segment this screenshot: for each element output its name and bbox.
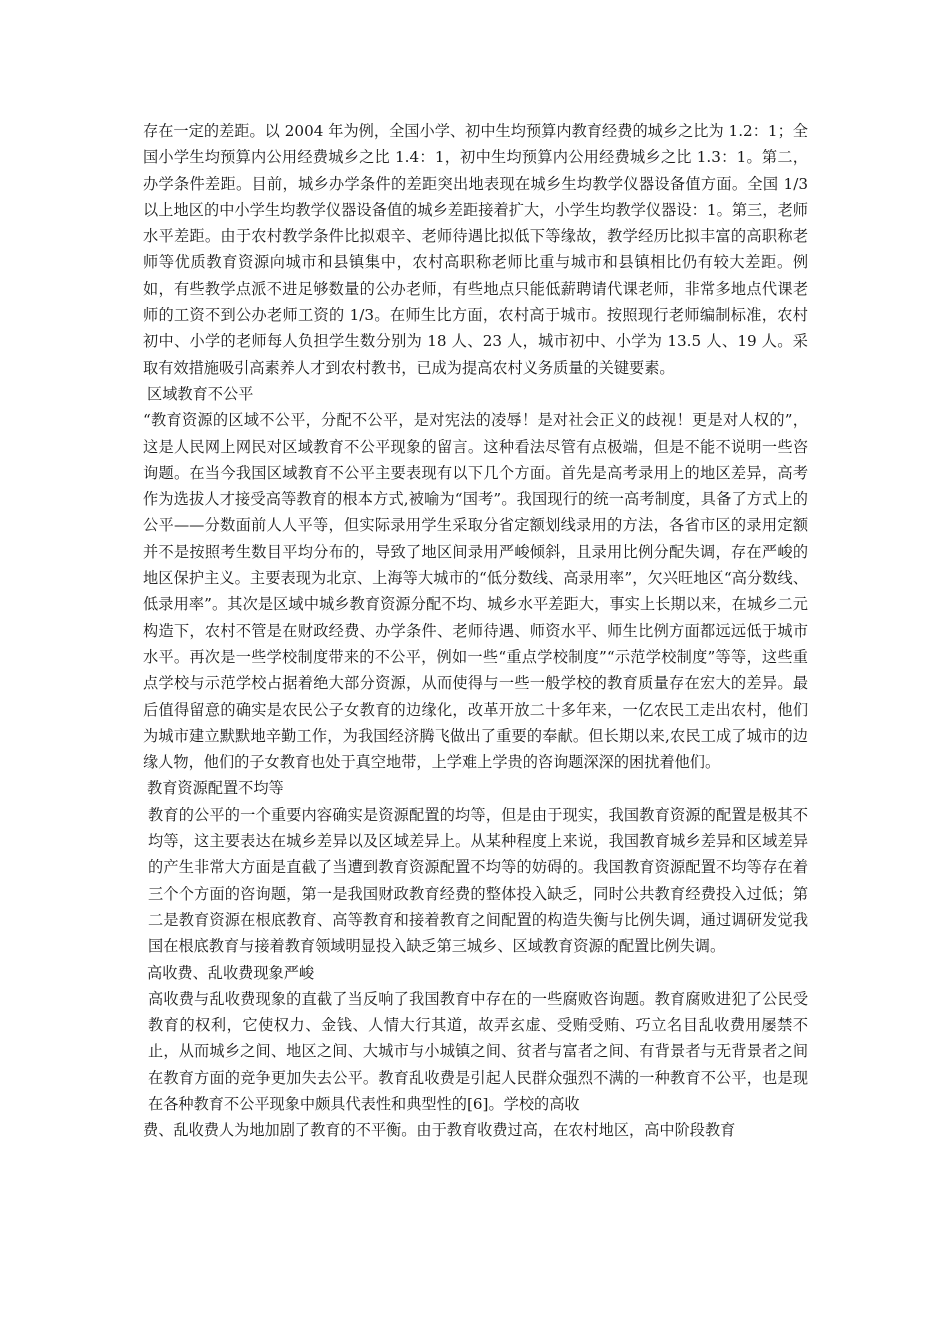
- section-heading-high-fees: 高收费、乱收费现象严峻: [147, 963, 315, 982]
- paragraph-fees-continued: 费、乱收费人为地加剧了教育的不平衡。由于教育收费过高，在农村地区，高中阶段教育: [143, 1121, 736, 1140]
- paragraph-regional-inequity: “教育资源的区域不公平，分配不公平，是对宪法的凌辱！是对社会正义的歧视！更是对人权的”，这是人民网上网民对区域教育不公平现象的留言。这种看法尽管有点极端，但是不能不说明一些咨询题。在当今我国区域教育不公平主要表现有以下几个方面。首先是高考录用上的地区差异，高考作为选拔人才接受高等教育的根本方式,被喻为“国考”。我国现行的统一高考制度，具备了方式上的公平——分数面前人人平等，但实际录用学生采取分省定额划线录用的方法，各省市区的录用定额并不是按照考生数目平均分布的，导致了地区间录用严峻倾斜，且录用比例分配失调，存在严峻的地区保护主义。主要表现为北京、上海等大城市的“低分数线、高录用率”，欠兴旺地区“高分数线、低录用率”。其次是区域中城乡教育资源分配不均、城乡水平差距大，事实上长期以来，在城乡二元构造下，农村不管是在财政经费、办学条件、老师待遇、师资水平、师生比例方面都远远低于城市水平。再次是一些学校制度带来的不公平，例如一些“重点学校制度”“示范学校制度”等等，这些重点学校与示范学校占据着绝大部分资源，从而使得与一些一般学校的教育质量存在宏大的差异。最后值得留意的确实是农民公子女教育的边缘化，改革开放二十多年来，一亿农民工走出农村，他们为城市建立默默地辛勤工作，为我国经济腾飞做出了重要的奉献。但长期以来,农民工成了城市的边缘人物，他们的子女教育也处于真空地带，上学难上学贵的咨询题深深的困扰着他们。: [143, 411, 808, 772]
- section-heading-resource-allocation: 教育资源配置不均等: [147, 779, 284, 798]
- paragraph-resource-allocation: 教育的公平的一个重要内容确实是资源配置的均等，但是由于现实，我国教育资源的配置是极其不均等，这主要表达在城乡差异以及区域差异上。从某种程度上来说，我国教育城乡差异和区域差异的产生非常大方面是直截了当遭到教育资源配置不均等的妨碍的。我国教育资源配置不均等存在着三个个方面的咨询题，第一是我国财政教育经费的整体投入缺乏，同时公共教育经费投入过低；第二是教育资源在根底教育、高等教育和接着教育之间配置的构造失衡与比例失调，通过调研发觉我国在根底教育与接着教育领域明显投入缺乏第三城乡、区域教育资源的配置比例失调。: [148, 805, 808, 956]
- paragraph-urban-rural-gap: 存在一定的差距。以 2004 年为例，全国小学、初中生均预算内教育经费的城乡之比为 1.2：1；全国小学生均预算内公用经费城乡之比 1.4：1，初中生均预算内公用经费城乡之比 1.3：1。第二，办学条件差距。目前，城乡办学条件的差距突出地表现在城乡生均教学仪器设备值方面。全国 1/3 以上地区的中小学生均教学仪器设备值的城乡差距接着扩大，小学生均教学仪器设：1。第三，老师水平差距。由于农村教学条件比拟艰辛、老师待遇比拟低下等缘故，教学经历比拟丰富的高职称老师等优质教育资源向城市和县镇集中，农村高职称老师比重与城市和县镇相比仍有较大差距。例如，有些教学点派不进足够数量的公办老师，有些地点只能低薪聘请代课老师，非常多地点代课老师的工资不到公办老师工资的 1/3。在师生比方面，农村高于城市。按照现行老师编制标准，农村初中、小学的老师每人负担学生数分别为 18 人、23 人，城市初中、小学为 13.5 人、19 人。采取有效措施吸引高素养人才到农村教书，已成为提高农村义务质量的关键要素。: [143, 122, 808, 377]
- document-page: [143, 118, 808, 1144]
- paragraph-high-fees: 高收费与乱收费现象的直截了当反响了我国教育中存在的一些腐败咨询题。教育腐败进犯了公民受教育的权利，它使权力、金钱、人情大行其道，故弄玄虚、受贿受贿、巧立名目乱收费用屡禁不止，从而城乡之间、地区之间、大城市与小城镇之间、贫者与富者之间、有背景者与无背景者之间在教育方面的竞争更加失去公平。教育乱收费是引起人民群众强烈不满的一种教育不公平，也是现在各种教育不公平现象中颇具代表性和典型性的[6]。学校的高收: [148, 989, 808, 1113]
- section-heading-regional-inequity: 区域教育不公平: [147, 384, 254, 403]
